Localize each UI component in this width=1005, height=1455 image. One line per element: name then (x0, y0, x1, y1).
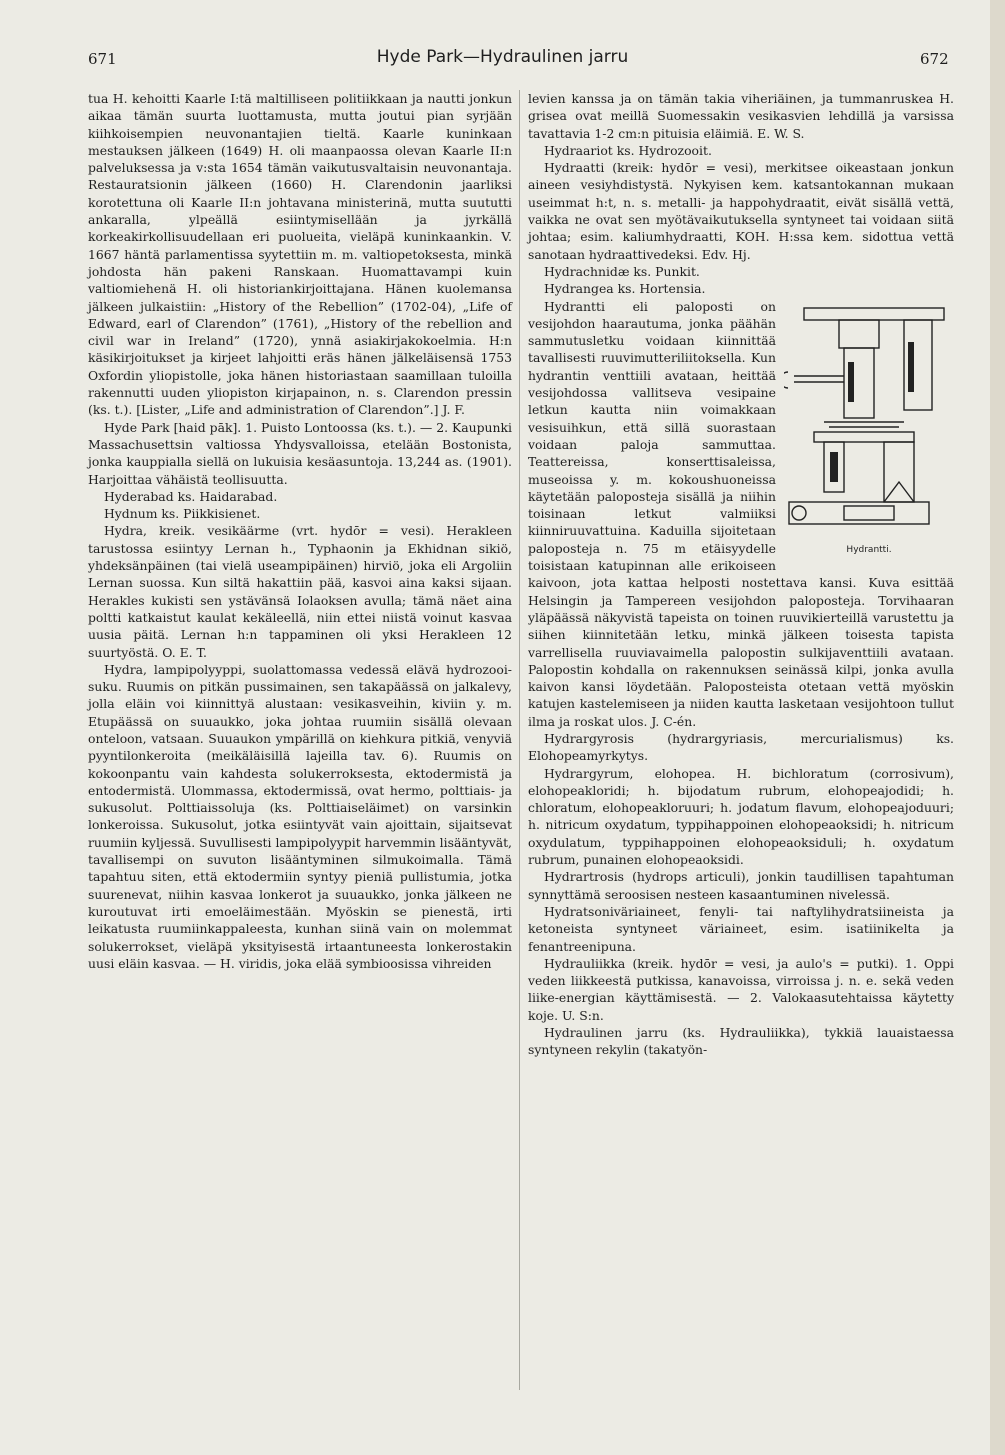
paragraph: Hydraariot ks. Hydrozooit. (544, 142, 712, 158)
left-column (88, 90, 512, 972)
page-number-right: 672 (920, 50, 949, 68)
page-number-left: 671 (88, 50, 117, 68)
paragraph: Hydrangea ks. Hortensia. (544, 281, 706, 297)
paragraph: Hydrachnidæ ks. Punkit. (544, 263, 700, 279)
column-divider (519, 90, 520, 1390)
paragraph: levien kanssa ja on tämän takia viheriäinen, ja tummanruskea H. grisea ovat meillä Suomessakin vesikasvien lehdillä ja varsissa tavattavia 1-2 cm:n pituisia eläimiä. E. W. S. (528, 91, 954, 141)
right-column (528, 90, 954, 1059)
hydrant-figure (784, 302, 954, 559)
paragraph: Hydrantti eli paloposti on vesijohdon haarautuma, jonka päähän sammutusletku voidaan kiinnittää tavallisesti ruuvimutteriliitoksella. Kun hydrantin venttiili avataan, heittää vesijohdossa vallitseva vesipaine letkun kautta niin voimakkaan vesisuihkun, että sillä suorastaan voidaan paloja sammuttaa. Teattereissa, konserttisaleissa, museoissa y. m. kokoushuoneissa käytetään paloposteja sisällä ja niihin toisinaan letkut valmiiksi kiinniruuvattuina. Kaduilla sijoitetaan paloposteja n. 75 m etäisyydelle toisistaan katupinnan alle erikoiseen kaivoon, jota kattaa helposti nostettava kansi. Kuva esittää Helsingin ja Tampereen vesijohdon paloposteja. Torvihaaran yläpäässä näkyvistä tapeista on toinen ruuvikierteillä varustettu ja siihen kiinnitetään letku, minkä jälkeen toisesta tapista varrellisella ruuviavaimella palopostin sulkijaventtiili avataan. Palopostin kohdalla on rakennuksen seinässä kilpi, jonka avulla kaivon kansi löydetään. Paloposteista otetaan vettä myöskin katujen kastelemiseen ja niiden kautta lasketaan vesijohtoon tullut ilma ja roskat ulos. J. C-én. (528, 298, 954, 729)
paragraph: Hydra, kreik. vesikäärme (vrt. hydōr = vesi). Herakleen tarustossa esiintyy Lernan h., Typhaonin ja Ekhidnan sikiö, yhdeksänpäinen (tai vielä useampipäinen) hirviö, joka eli Argoliin Lernan suossa. Kun siltä hakattiin pää, kasvoi aina kaksi sijaan. Herakles kukisti sen ystävänsä Iolaoksen avulla; tämä näet aina poltti katkaistut kaulat kekäleellä, niin ettei niistä voinut kasvaa uusia päitä. Lernan h:n tappaminen oli yksi Herakleen 12 suurtyöstä. O. E. T. (88, 523, 512, 660)
paragraph: Hydnum ks. Piikkisienet. (104, 506, 261, 522)
paragraph: tua H. kehoitti Kaarle I:tä maltilliseen politiikkaan ja nautti jonkun aikaa tämän suurta luottamusta, mutta joutui pian syrjään kiihkoisempien neuvonantajien tieltä. Kaarle kuninkaan mestauksen jälkeen (1649) H. oli maanpaossa olevan Kaarle II:n palveluksessa ja v:sta 1654 tämän vaikutusvaltaisin neuvonantaja. Restauratsionin jälkeen (1660) H. Clarendonin jaarliksi korotettuna oli Kaarle II:n johtavana ministerinä, mutta suututti ankaralla, ylpeällä esiintymisellään ja jyrkällä korkeakirkollisuudellaan eri puolueita, vieläpä kuninkaankin. V. 1667 häntä parlamentissa syytettiin m. m. valtiopetoksesta, minkä johdosta hän pakeni Ranskaan. Huomattavampi kuin valtiomiehenä H. oli historiankirjoittajana. Hänen kuolemansa jälkeen julkaistiin: „History of the Rebellion” (1702-04), „Life of Edward, earl of Clarendon” (1761), „History of the rebellion and civil war in Ireland” (1720), ynnä asiakirjakokoelmia. H:n käsikirjoitukset ja kirjeet lahjoitti eräs hänen jälkeläisensä 1753 Oxfordin yliopistolle, joka hänen historiastaan saamillaan tuloilla rakennutti uuden yliopiston kirjapainon, n. s. Clarendon pressin (ks. t.). [Lister, „Life and administration of Clarendon”.] J. F. (88, 91, 512, 418)
paragraph: Hydrartrosis (hydrops articuli), jonkin taudillisen tapahtuman synnyttämä seroosisen nesteen kasaantuminen nivelessä. (528, 869, 954, 902)
paragraph: Hydratsoniväriaineet, fenyli- tai naftylihydratsiineista ja ketoneista syntyneet väriaineet, esim. isatiinikelta ja fenantreenipuna. (528, 903, 954, 954)
paragraph: Hydrargyrum, elohopea. H. bichloratum (corrosivum), elohopeakloridi; h. bijodatum rubrum, elohopeajodidi; h. chloratum, elohopeakloruuri; h. jodatum flavum, elohopeajoduuri; h. nitricum oxydatum, typpihappoinen elohopeaoksidi; h. nitricum oxydulatum, typpihappoinen elohopeaoksiduli; h. oxydatum rubrum, punainen elohopeaoksidi. (528, 765, 954, 868)
paragraph: Hydrargyrosis (hydrargyriasis, mercurialismus) ks. Elohopeamyrkytys. (528, 730, 954, 764)
paragraph: Hydra, lampipolyyppi, suolattomassa vedessä elävä hydrozooi-suku. Ruumis on pitkän pussimainen, sen takapäässä on jalkalevy, jolla eläin voi kiinnittyä alustaan: vesikasveihin, kiviin y. m. Etupäässä on suuaukko, joka johtaa ruumiin sisällä olevaan onteloon, vatsaan. Suuaukon ympärillä on kiehkura pitkiä, venyviä pyyntilonkeroita (meikäläisillä lajeilla tav. 6). Ruumis on kokoonpantu vain kahdesta solukerroksesta, ektodermistä ja entodermistä. Ulommassa, ektodermissä, ovat hermo, polttiais- ja sukusolut. Polttiaissoluja (ks. Polttiaiseläimet) on varsinkin lonkeroissa. Sukusolut, jotka esiintyvät vain ajoittain, sijaitsevat ruumiin kyljessä. Suvullisesti lampipolyypit harvemmin lisääntyvät, tavallisempi on suvuton lisääntyminen silmukoimalla. Tämä tapahtuu siten, että ektodermiin syntyy pieniä pullistumia, jotka suurenevat, niihin kasvaa lonkerot ja suuaukko, jonka jälkeen ne kuroutuvat irti emoeläimestään. Myöskin se pienestä, irti leikatusta ruumiinkappaleesta, kunhan siinä vain on molemmat solukerrokset, vieläpä yksityisestä irtaantuneesta lonkerostakin uusi eläin kasvaa. — H. viridis, joka elää symbioosissa vihreiden (88, 661, 512, 971)
paragraph: Hyde Park [haid pāk]. 1. Puisto Lontoossa (ks. t.). — 2. Kaupunki Massachusettsin valtiossa Yhdysvalloissa, etelään Bostonista, jonka kauppialla siellä on lukuisia kesäasuntoja. 13,244 as. (1901). Harjoittaa vähäistä teollisuutta. (88, 419, 512, 487)
paragraph: Hydrauliikka (kreik. hydōr = vesi, ja aulo's = putki). 1. Oppi veden liikkeestä putkissa, kanavoissa, virroissa j. n. e. sekä veden liike-energian käyttämisestä. — 2. Valokaasutehtaissa käytetty koje. U. S:n. (528, 955, 954, 1023)
figure-caption: Hydrantti. (846, 544, 892, 555)
running-title: Hyde Park—Hydraulinen jarru (376, 47, 629, 67)
page-edge (990, 0, 1005, 1455)
paragraph: Hyderabad ks. Haidarabad. (104, 488, 278, 504)
hydrant-illustration (784, 302, 954, 542)
paragraph: Hydraatti (kreik: hydōr = vesi), merkitsee oikeastaan jonkun aineen vesiyhdistystä. Nykyisen kem. katsantokannan mukaan useimmat h:t, n. s. metalli- ja happohydraatit, eivät sisällä vettä, vaikka ne ovat sen myötävaikutuksella syntyneet tai voidaan siitä johtaa; esim. kaliumhydraatti, KOH. H:ssa kem. sidottua vettä sanotaan hydraattivedeksi. Edv. Hj. (528, 160, 954, 262)
paragraph: Hydraulinen jarru (ks. Hydrauliikka), tykkiä lauaistaessa syntyneen rekylin (takatyön- (528, 1025, 954, 1058)
